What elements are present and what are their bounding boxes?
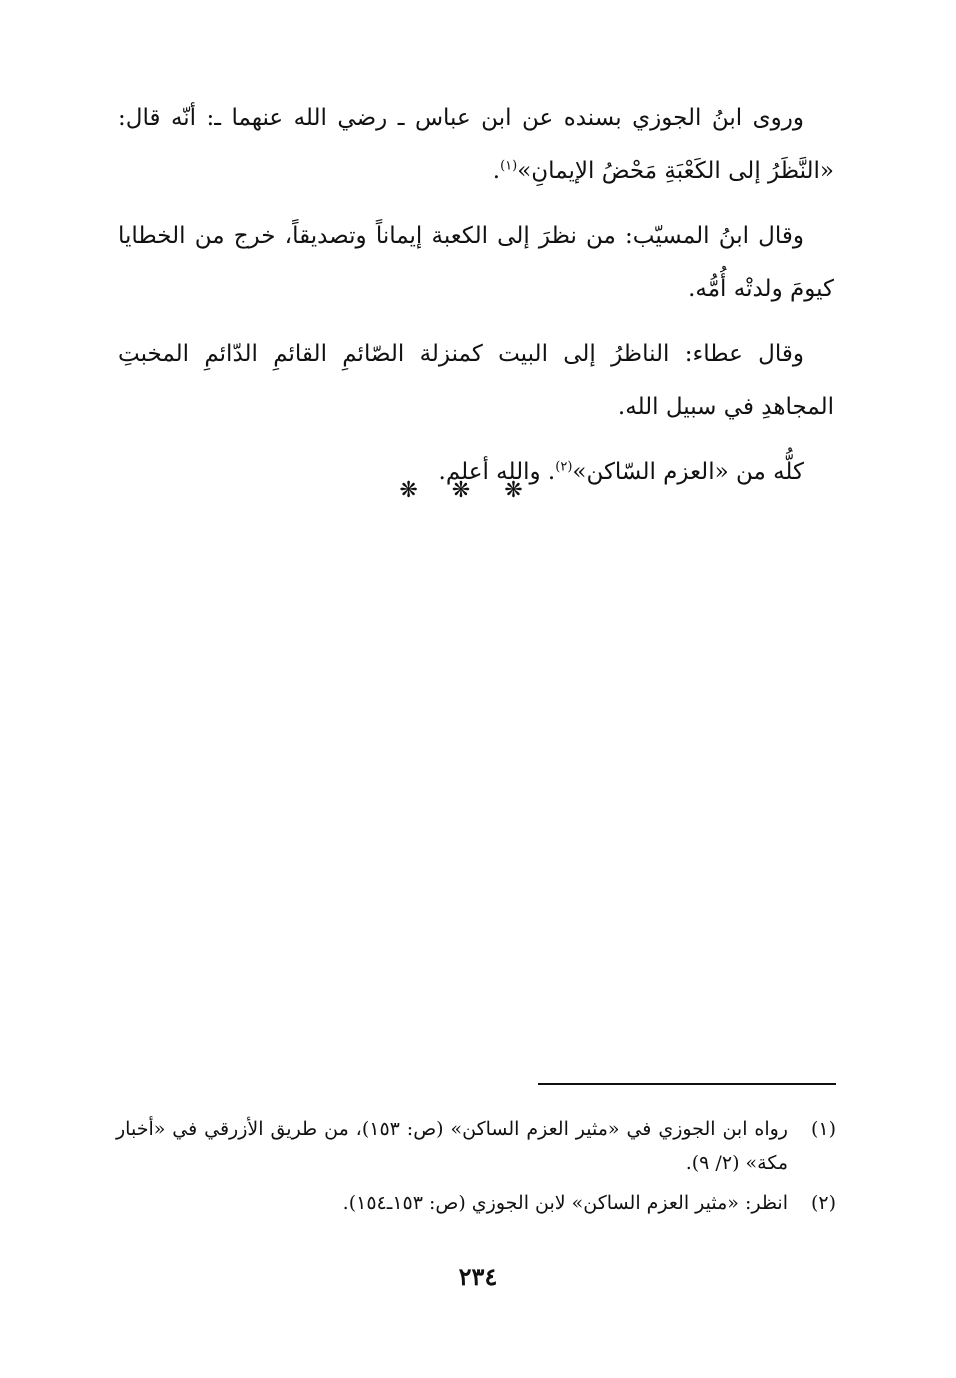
main-text (118, 92, 834, 499)
footnote-reference: (١) (500, 158, 518, 174)
paragraph-text: وقال عطاء: الناظرُ إلى البيت كمنزلة الصّائمِ القائمِ الدّائمِ المخبتِ المجاهدِ في سبيل الله. (118, 341, 834, 420)
paragraph-text: وقال ابنُ المسيّب: من نظرَ إلى الكعبة إيماناً وتصديقاً، خرج من الخطايا كيومَ ولدتْه أُمُّه. (118, 223, 834, 302)
footnote-number: (٢) (810, 1192, 836, 1214)
section-divider-ornament (0, 478, 956, 503)
paragraph-ata (118, 328, 834, 434)
footnote-number: (١) (810, 1118, 836, 1140)
footnote-separator (538, 1083, 836, 1085)
paragraph-ibn-abbas (118, 92, 834, 198)
paragraph-ibn-musayyib (118, 210, 834, 316)
asterism-icon: ❋ (399, 478, 452, 503)
asterism-icon: ❋ (451, 478, 505, 503)
footnote-text: انظر: «مثير العزم الساكن» لابن الجوزي (ص: ١٥٣ـ١٥٤). (342, 1192, 788, 1214)
paragraph-text: كلُّه من «العزم السّاكن» (572, 459, 804, 485)
paragraph-text: وروى ابنُ الجوزي بسنده عن ابن عباس ـ رضي الله عنهما ـ: أنّه قال: «النَّظَرُ إلى الكَعْبَةِ مَحْضُ الإيمانِ» (118, 105, 834, 184)
page-number: ٢٣٤ (458, 1262, 498, 1291)
footnote-reference: (٢) (555, 459, 573, 475)
paragraph-tail: . (492, 158, 501, 184)
footnote-text: رواه ابن الجوزي في «مثير العزم الساكن» (ص: ١٥٣)، من طريق الأزرقي في «أخبار مكة» (٢/ ٩). (116, 1118, 788, 1174)
paragraph-tail: . والله أعلم. (438, 459, 556, 485)
footnotes (116, 1112, 836, 1226)
footnote-2 (116, 1186, 836, 1220)
asterism-icon: ❋ (504, 478, 557, 503)
footnote-1 (116, 1112, 836, 1180)
